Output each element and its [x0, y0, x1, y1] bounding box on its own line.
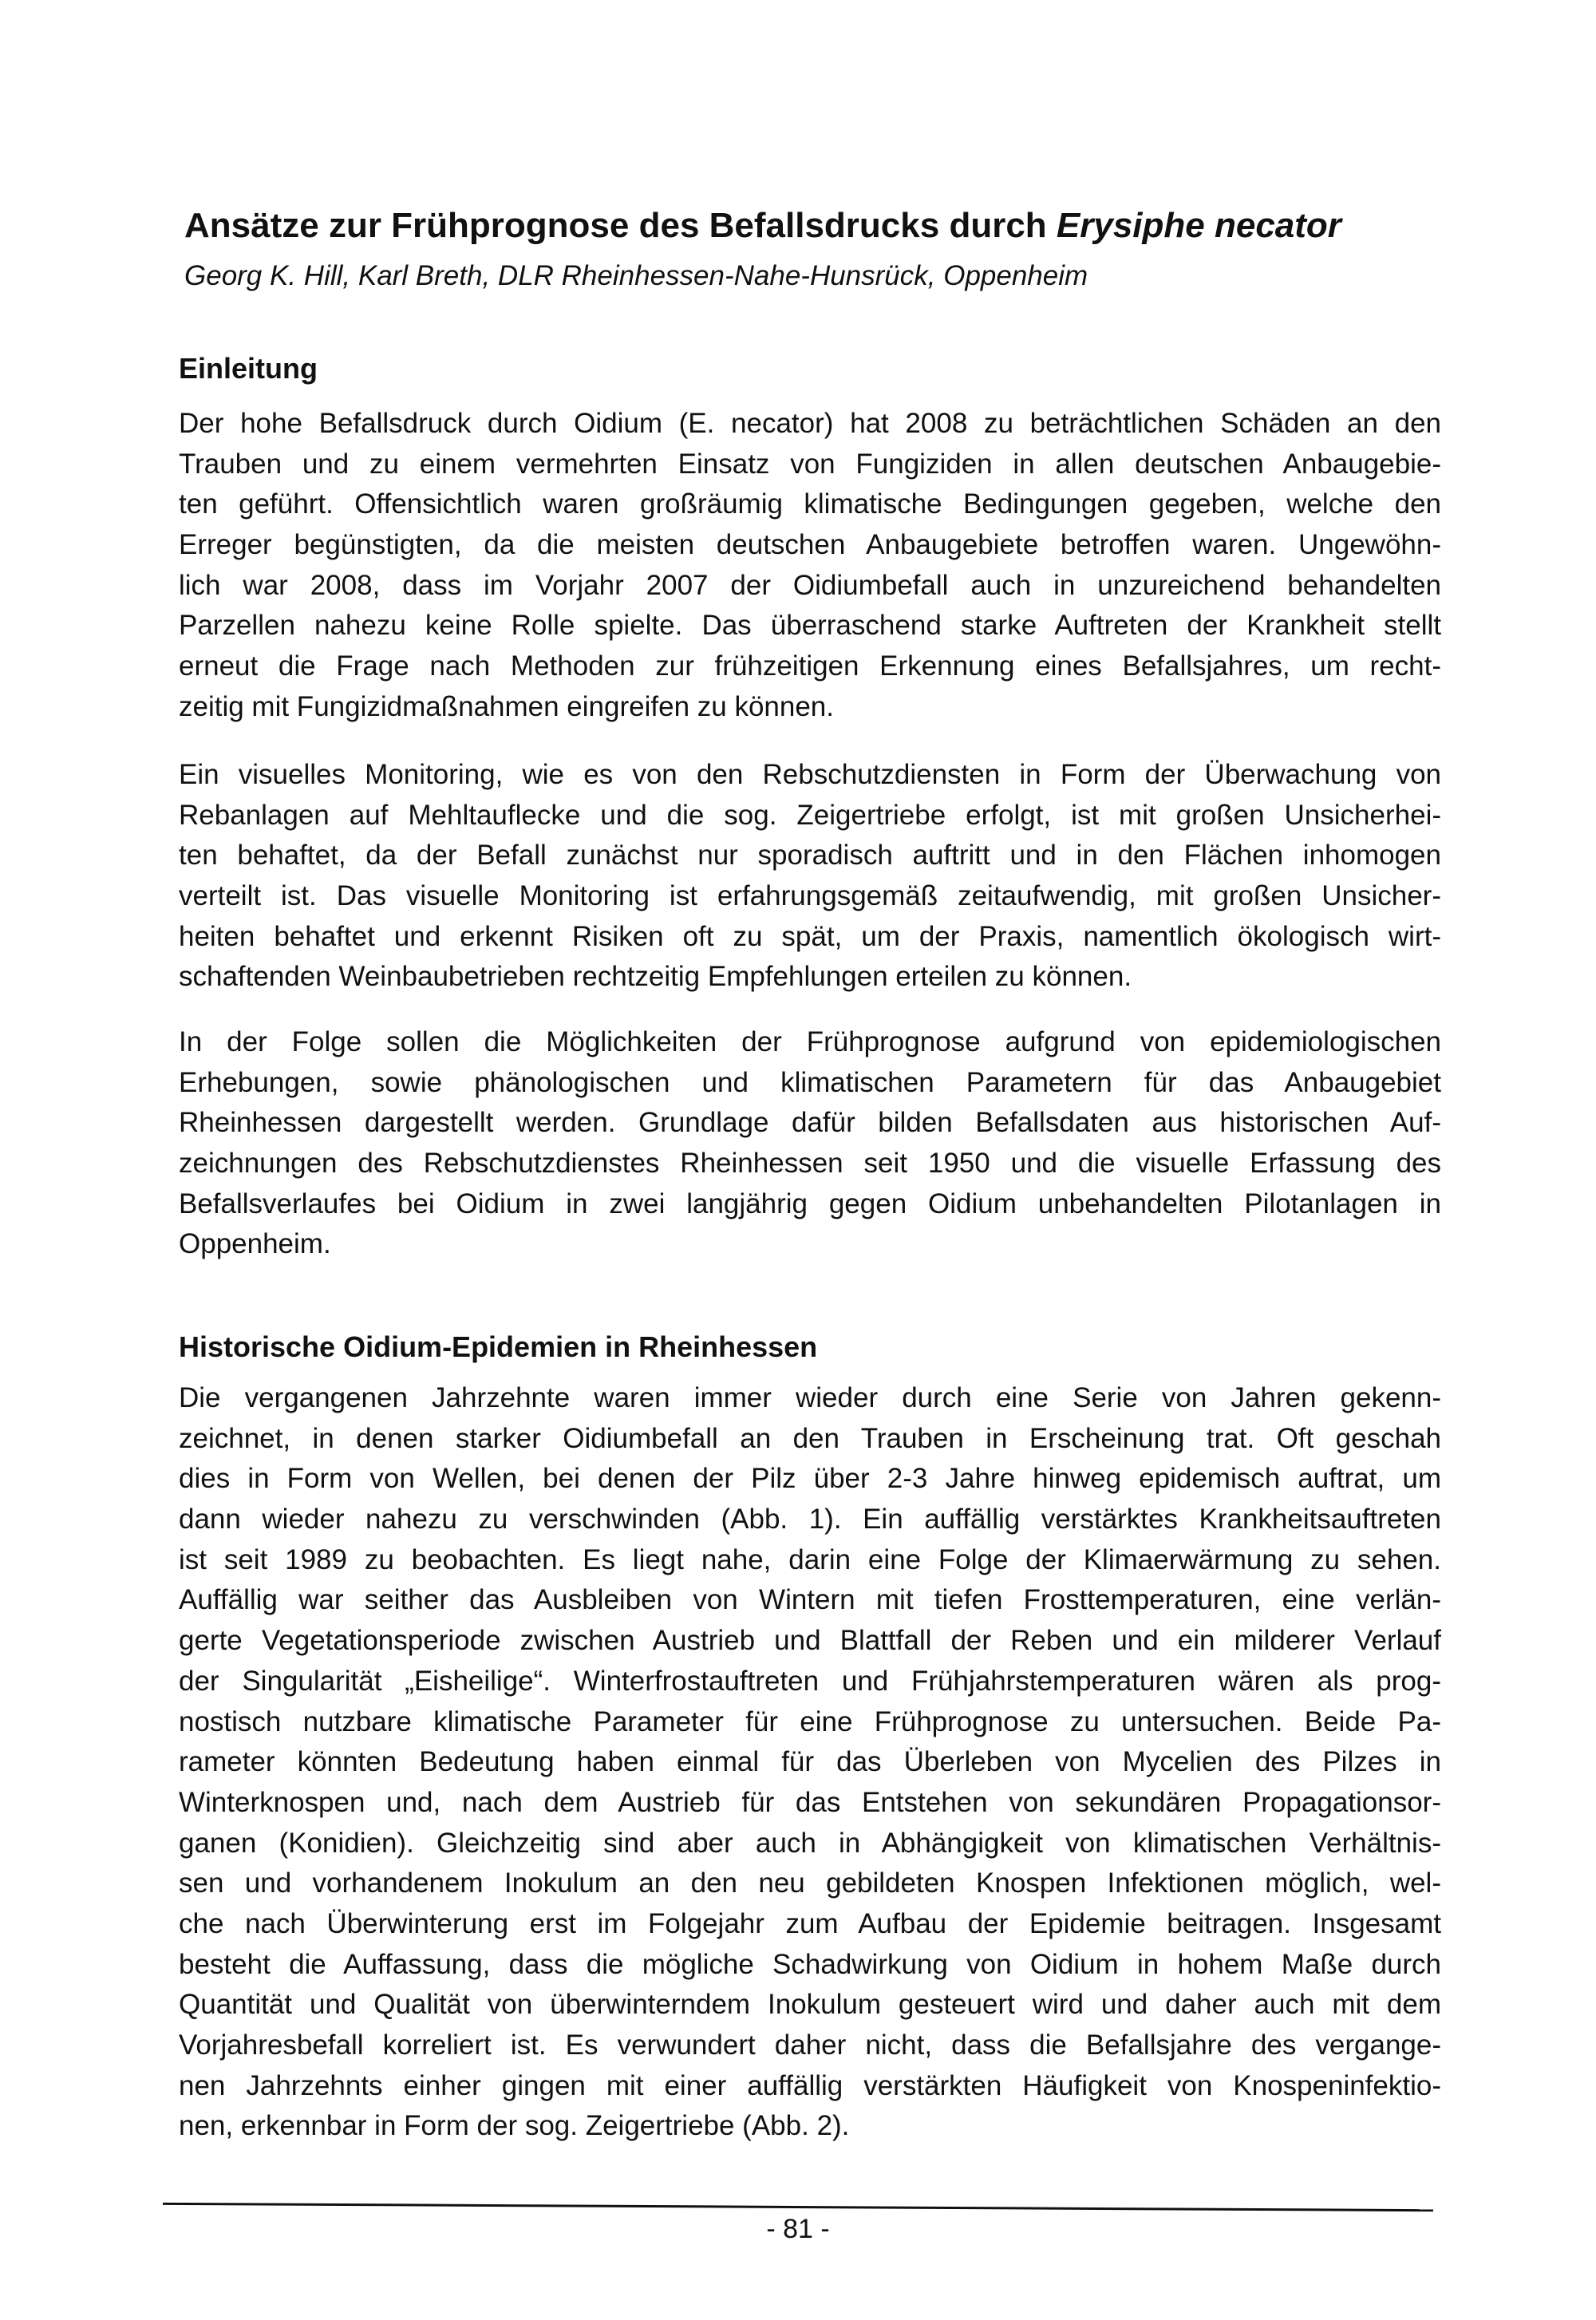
- paragraph: [179, 404, 1441, 728]
- authors: Georg K. Hill, Karl Breth, DLR Rheinhessen-Nahe-Hunsrück, Oppenheim: [184, 260, 1088, 291]
- text-line: rameter könnten Bedeutung haben einmal für das Überleben von Mycelien des Pilzes in: [179, 1746, 1441, 1778]
- article-title: [184, 206, 1341, 246]
- text-line: Erreger begünstigten, da die meisten deutschen Anbaugebiete betroffen waren. Ungewöhn-: [179, 529, 1441, 561]
- text-line: In der Folge sollen die Möglichkeiten der Frühprognose aufgrund von epidemiologischen: [179, 1026, 1441, 1057]
- text-line: Trauben und zu einem vermehrten Einsatz von Fungiziden in allen deutschen Anbaugebie-: [179, 448, 1441, 480]
- text-line: dann wieder nahezu zu verschwinden (Abb. 1). Ein auffällig verstärktes Krankheitsauftreten: [179, 1504, 1441, 1535]
- text-line: besteht die Auffassung, dass die mögliche Schadwirkung von Oidium in hohem Maße durch: [179, 1948, 1441, 1980]
- text-line: Rebanlagen auf Mehltauflecke und die sog. Zeigertriebe erfolgt, ist mit großen Unsicherhei-: [179, 799, 1441, 831]
- heading-historische-epidemien: Historische Oidium-Epidemien in Rheinhessen: [179, 1330, 818, 1363]
- text-line: che nach Überwinterung erst im Folgejahr zum Aufbau der Epidemie beitragen. Insgesamt: [179, 1907, 1441, 1939]
- text-line: dies in Form von Wellen, bei denen der Pilz über 2-3 Jahre hinweg epidemisch auftrat, um: [179, 1463, 1441, 1495]
- text-line: lich war 2008, dass im Vorjahr 2007 der Oidiumbefall auch in unzureichend behandelten: [179, 569, 1441, 601]
- text-line: nen Jahrzehnts einher gingen mit einer auffällig verstärkten Häufigkeit von Knospeninfektio-: [179, 2069, 1441, 2101]
- text-line: ten behaftet, da der Befall zunächst nur sporadisch auftritt und in den Flächen inhomogen: [179, 840, 1441, 871]
- paragraph: [179, 1022, 1441, 1265]
- text-line: zeichnet, in denen starker Oidiumbefall an den Trauben in Erscheinung trat. Oft geschah: [179, 1422, 1441, 1454]
- text-line: Auffällig war seither das Ausbleiben von Wintern mit tiefen Frosttemperaturen, eine verlän-: [179, 1584, 1441, 1616]
- text-line: Die vergangenen Jahrzehnte waren immer wieder durch eine Serie von Jahren gekenn-: [179, 1382, 1441, 1413]
- text-line: Oppenheim.: [179, 1228, 331, 1260]
- text-line: ten geführt. Offensichtlich waren großräumig klimatische Bedingungen gegeben, welche den: [179, 488, 1441, 520]
- text-line: schaftenden Weinbaubetrieben rechtzeitig Empfehlungen erteilen zu können.: [179, 961, 1132, 993]
- page-number: - 81 -: [766, 2214, 830, 2244]
- text-line: ganen (Konidien). Gleichzeitig sind aber auch in Abhängigkeit von klimatischen Verhältnis-: [179, 1827, 1441, 1859]
- text-line: sen und vorhandenem Inokulum an den neu gebildeten Knospen Infektionen möglich, wel-: [179, 1867, 1441, 1899]
- text-line: ist seit 1989 zu beobachten. Es liegt nahe, darin eine Folge der Klimaerwärmung zu sehen.: [179, 1543, 1441, 1575]
- text-line: heiten behaftet und erkennt Risiken oft zu spät, um der Praxis, namentlich ökologisch wirt-: [179, 920, 1441, 952]
- text-line: erneut die Frage nach Methoden zur frühzeitigen Erkennung eines Befallsjahres, um recht-: [179, 650, 1441, 682]
- text-line: Parzellen nahezu keine Rolle spielte. Das überraschend starke Auftreten der Krankheit stellt: [179, 610, 1441, 642]
- text-line: nostisch nutzbare klimatische Parameter für eine Frühprognose zu untersuchen. Beide Pa-: [179, 1705, 1441, 1737]
- paragraph: [179, 755, 1441, 998]
- text-line: verteilt ist. Das visuelle Monitoring ist erfahrungsgemäß zeitaufwendig, mit großen Unsicher-: [179, 880, 1441, 912]
- text-line: Der hohe Befallsdruck durch Oidium (E. necator) hat 2008 zu beträchtlichen Schäden an den: [179, 408, 1441, 439]
- title-species: Erysiphe necator: [1056, 206, 1341, 245]
- text-line: Vorjahresbefall korreliert ist. Es verwundert daher nicht, dass die Befallsjahre des vergange-: [179, 2030, 1441, 2061]
- text-line: Befallsverlaufes bei Oidium in zwei langjährig gegen Oidium unbehandelten Pilotanlagen in: [179, 1188, 1441, 1219]
- text-line: nen, erkennbar in Form der sog. Zeigertriebe (Abb. 2).: [179, 2110, 850, 2142]
- text-line: Ein visuelles Monitoring, wie es von den Rebschutzdiensten in Form der Überwachung von: [179, 759, 1441, 790]
- paragraph: [179, 1378, 1441, 2147]
- text-line: Rheinhessen dargestellt werden. Grundlage dafür bilden Befallsdaten aus historischen Auf-: [179, 1107, 1441, 1139]
- footer-divider: [163, 2203, 1433, 2211]
- text-line: Erhebungen, sowie phänologischen und klimatischen Parametern für das Anbaugebiet: [179, 1066, 1441, 1098]
- title-text: Ansätze zur Frühprognose des Befallsdrucks durch: [184, 206, 1057, 245]
- text-line: zeitig mit Fungizidmaßnahmen eingreifen zu können.: [179, 690, 834, 722]
- text-line: zeichnungen des Rebschutzdienstes Rheinhessen seit 1950 und die visuelle Erfassung des: [179, 1148, 1441, 1180]
- text-line: der Singularität „Eisheilige“. Winterfrostauftreten und Frühjahrstemperaturen wären als prog-: [179, 1665, 1441, 1697]
- text-line: Quantität und Qualität von überwinterndem Inokulum gesteuert wird und daher auch mit dem: [179, 1989, 1441, 2021]
- heading-einleitung: Einleitung: [179, 352, 318, 385]
- text-line: gerte Vegetationsperiode zwischen Austrieb und Blattfall der Reben und ein milderer Verlauf: [179, 1625, 1441, 1657]
- text-line: Winterknospen und, nach dem Austrieb für das Entstehen von sekundären Propagationsor-: [179, 1786, 1441, 1818]
